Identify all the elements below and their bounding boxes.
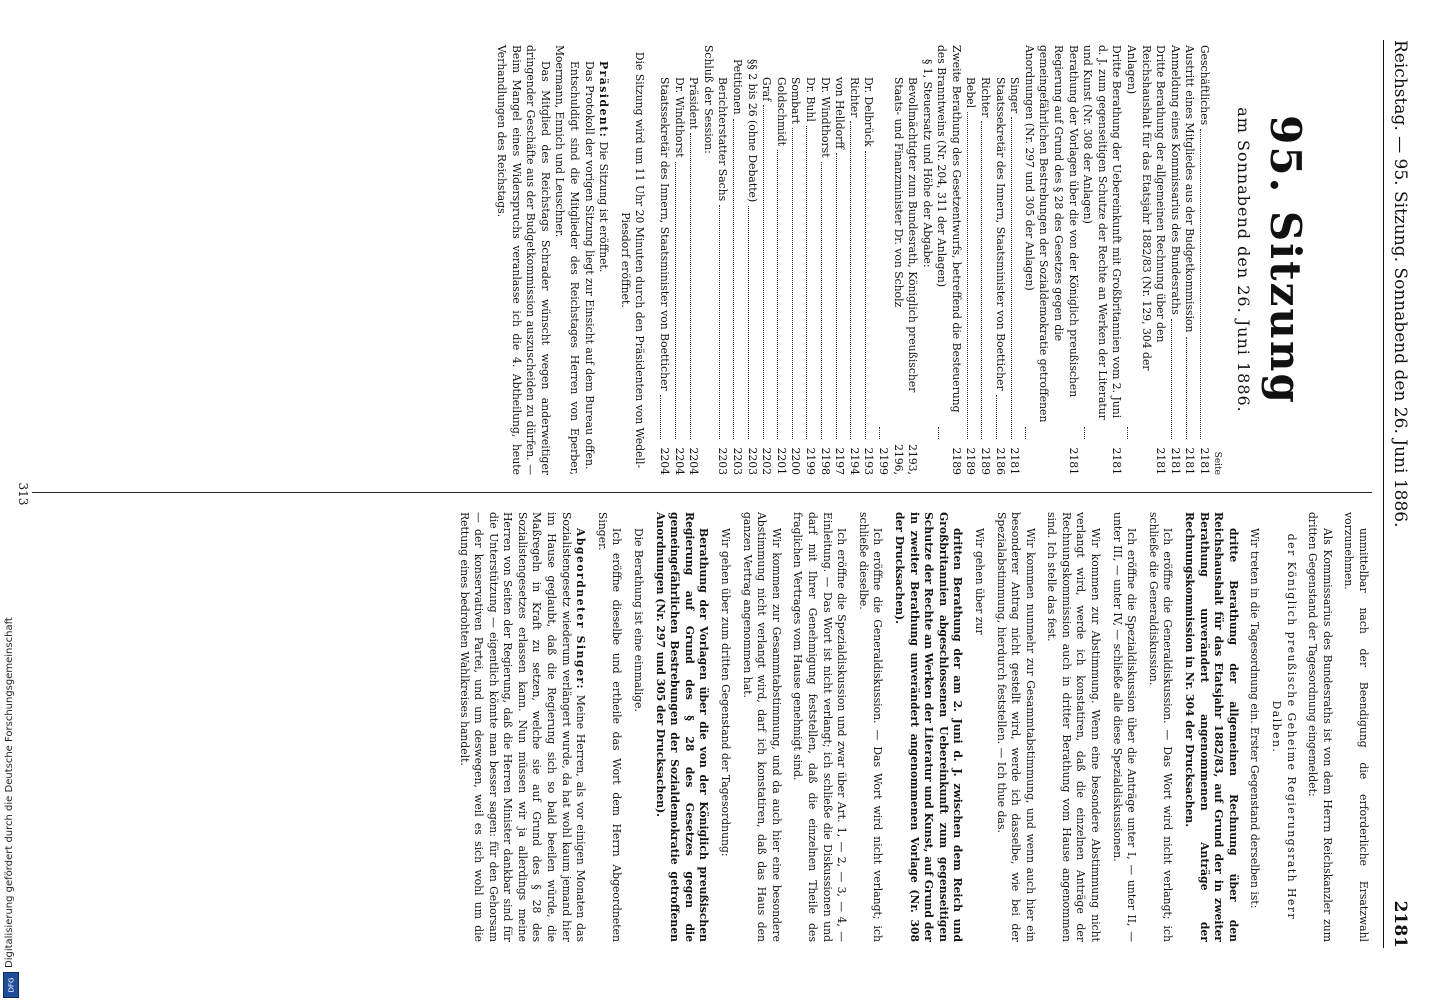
toc-leader [1084, 427, 1086, 439]
toc-entry-page: 2181 [1183, 447, 1197, 475]
running-head [1386, 40, 1414, 948]
paragraph-text: Die Sitzung ist eröffnet. [597, 141, 611, 273]
toc-entry-text: Dritte Berathung der Uebereinkunft mit Großbritannien vom 2. Juni d. J. zum gegenseitigen Schutze der Rechte an Werken der Literatur und Kunst (Nr. 308 der Anlagen) [1081, 45, 1124, 420]
dfg-logo-icon [3, 972, 19, 998]
body-paragraph: Wir gehen über zum dritten Gegenstand der Tagesordnung: [719, 528, 733, 857]
toc-leader [1127, 427, 1129, 439]
toc-entry [744, 45, 759, 475]
toc-entry-page: 2181 [1008, 447, 1022, 475]
toc-entry [919, 45, 934, 475]
toc-leader [806, 126, 808, 439]
toc-entry [773, 45, 788, 475]
toc-entry [1182, 45, 1197, 475]
toc-entry-text: Dr. Windthorst [672, 77, 686, 158]
toc-leader [967, 112, 969, 439]
toc-entry-text: Bevollmächtigter zum Bundesrath, Königlich preußischer Staats- und Finanzminister Dr. von Scholz [891, 77, 920, 393]
announcement-line: der Königlich preußische Geheime Regierungsrath Herr Dalben. [1270, 533, 1298, 921]
body-paragraph: Ich eröffne die Generaldiskussion. — Das Wort wird nicht verlangt; ich schließe dieselbe. [856, 512, 885, 942]
toc-entry [846, 45, 861, 475]
toc-leader [675, 162, 677, 439]
agenda-item [891, 512, 964, 942]
toc-entry-page: 2181 [1110, 447, 1124, 475]
toc-entry-page: 2194 [847, 447, 861, 475]
toc-leader [850, 121, 852, 439]
toc-entry-page: 2181 [1154, 447, 1168, 475]
body-paragraph: Wir gehen über zur [972, 528, 986, 635]
column-divider [32, 492, 1372, 493]
toc-leader [821, 162, 823, 439]
toc-entry-page: 2189 [949, 447, 963, 475]
toc-entry-text: Dritte Berathung der allgemeinen Rechnung über den Reichshaushalt für das Etatsjahr 1882/83 (Nr. 129, 304 der Anlagen) [1125, 45, 1168, 371]
body-paragraph: Wir kommen nunmehr zur Gesammtabstimmung, und wenn auch hier ein besonderer Antrag nicht gestellt wird, werde ich dasselbe, wie bei der Spezialabstimmung, hierdurch feststellen. — Ich thue das. [994, 512, 1037, 942]
toc-entry-text: Richter [847, 77, 861, 118]
left-column [494, 45, 1371, 475]
toc-entry-page: 2198 [818, 447, 832, 475]
toc-entry-page: 2204 [658, 447, 672, 475]
agenda-item [652, 512, 710, 942]
toc-entry-page: 2181 [1066, 447, 1080, 475]
toc-entry-text: Staatssekretär des Innern, Staatsminister von Boetticher [993, 77, 1007, 391]
session-title: 95. Sitzung [1261, 115, 1310, 405]
body-paragraph: Ich eröffne die Spezialdiskussion und zwar über Art. 1, — 2, — 3, — 4, — Einleitung. — Das Wort ist nicht verlangt; ich schließe die Diskussionen und darf mit Ihrer Genehmigung feststellen, daß die einzelnen Theile des fraglichen Vertrages vom Hause genehmigt sind. [791, 512, 849, 942]
header-rule [1383, 40, 1384, 948]
footer-signature: 313 [16, 482, 30, 506]
page-number: 2181 [1390, 900, 1410, 948]
toc-entry-page: 2193, 2196, 2199 [876, 444, 920, 475]
toc-entry-page: 2200 [789, 447, 803, 475]
body-paragraph [494, 45, 552, 475]
toc-entry [656, 45, 671, 475]
toc-entry-page: 2203 [716, 447, 730, 475]
toc-entry-text: Bebel [964, 77, 978, 109]
toc-leader [660, 395, 662, 439]
opening-statement [617, 45, 646, 475]
toc-entry-page: 2186 [993, 447, 1007, 475]
toc-entry [759, 45, 774, 475]
toc-leader [1186, 337, 1188, 440]
paragraph-text: Meine Herren, als vor einigen Monaten das Sozialistengesetz wiederum verlängert wurde, da hat wohl kaum jemand hier im Hause geglaubt, daß die Regierung sich so bald beeilen würde, die Maßregeln in Kraft zu setzen, welche sie auf Grund des § 28 des Sozialistengesetzes erlassen kann. Nun müssen wir ja allerdings meine Herren von Seiten der Regierung, daß die Herren Minister dankbar sind für die Unterstützung — eigentlich könnte man besser sagen: für den Gehorsam — der konservativen Partei, und um deswegen, weil es sich wohl um die Rettung eines bedrohten Wahlkreises handelt. [457, 512, 588, 943]
toc-entry [1080, 45, 1124, 475]
paragraph-text: Das Mitglied des Reichstags Schrader wünscht wegen anderweitiger dringender Geschäfte aus der Budgetkommission auszuscheiden zu dürfen. — Beim Mangel eines Widerspruchs veranlasse ich die 4. Abtheilung, heute Verhandlungen des Reichstags. [495, 45, 552, 475]
body-paragraph: unmittelbar nach der Beendigung die erforderliche Ersatzwahl vorzunehmen. [1342, 512, 1370, 942]
toc-entry-page: 2189 [964, 447, 978, 475]
speaker-name: Abgeordneter Singer: [574, 528, 588, 691]
body-paragraph: Wir treten in die Tagesordnung ein. Erster Gegenstand derselben ist: [1248, 528, 1262, 909]
toc-entry-text: Präsident [687, 77, 701, 130]
toc-entry-text: § 1, Steuersatz und Höhe der Abgabe: [920, 59, 934, 268]
body-paragraph: Ich eröffne die Generaldiskussion. — Das Wort wird nicht verlangt; ich schließe die Generaldiskussion. [1146, 512, 1175, 942]
toc-entry-text: Zweite Berathung des Gesetzentwurfs, betreffend die Besteuerung des Branntweins (Nr. 204, 311 der Anlagen) [935, 45, 963, 413]
toc-entry [715, 45, 730, 475]
toc-entry-text: Schluß der Session: [701, 45, 715, 154]
toc-leader [763, 105, 765, 439]
toc-entry-page: 2181 [1168, 447, 1182, 475]
speaker-name: Präsident: [597, 61, 611, 139]
toc-entry [802, 45, 817, 475]
toc-leader [733, 119, 735, 439]
toc-entry-page: 2181 [1198, 447, 1211, 475]
speech-paragraph [456, 512, 587, 942]
agenda-item [1181, 512, 1239, 942]
toc-entry-text: Goldschmidt [774, 77, 788, 146]
toc-leader [996, 395, 998, 439]
left-body-text [494, 45, 611, 475]
toc-entry [1196, 45, 1211, 475]
toc-entry-text: §§ 2 bis 26 (ohne Debatte) [745, 59, 759, 203]
toc-entry-text: Austritt eines Mitgliedes aus der Budgetkommission [1183, 45, 1197, 333]
toc-entry-text: Berichterstatter Sachs [716, 77, 730, 202]
right-column [449, 512, 1370, 942]
toc-entry [978, 45, 993, 475]
toc-entry [686, 45, 701, 475]
toc-entry [1123, 45, 1167, 475]
toc-entry [788, 45, 803, 475]
toc-leader [879, 427, 881, 439]
toc-entry-page: 2203 [745, 447, 759, 475]
toc-entry [817, 45, 832, 475]
table-of-contents [656, 45, 1211, 475]
toc-entry-text: Berathung der Vorlagen über die von der Königlich preußischen Regierung auf Grund des § 28 des Gesetzes gegen die gemeingefährlichen Bestrebungen der Sozialdemokratie getroffenen Anordnungen (Nr. 297 und 305 der Anlagen) [1022, 45, 1080, 423]
session-date: am Sonnabend den 26. Juni 1886. [1234, 107, 1253, 413]
toc-entry-page: 2193 [862, 447, 876, 475]
toc-entry-text: Staatssekretär des Innern, Staatsminister von Boetticher [658, 77, 672, 391]
body-paragraph: Als Kommissarius des Bundesraths ist von dem Herrn Reichskanzler zum dritten Gegenstand der Tagesordnung eingemeldet: [1306, 512, 1334, 942]
toc-entry-text: Petitionen [731, 59, 744, 115]
toc-entry-text: Geschäftliches [1198, 45, 1211, 126]
toc-leader [836, 153, 838, 439]
body-paragraph: Wir kommen zur Gesammtabstimmung, und da auch hier eine besondere Abstimmung nicht verlangt wird, darf ich konstatiren, daß das Haus den ganzen Vertrag angenommen hat. [740, 512, 783, 942]
toc-leader [1171, 319, 1173, 439]
body-paragraph [581, 45, 596, 475]
running-title: Reichstag. — 95. Sitzung. Sonnabend den 26. Juni 1886. [1390, 40, 1410, 528]
logo-label: DFG [7, 977, 15, 993]
toc-entry [861, 45, 876, 475]
toc-entry-page: 2197 [833, 447, 847, 475]
toc-entry [1167, 45, 1182, 475]
toc-entry-text: Anmeldung eines Kommissarius des Bundesraths [1168, 45, 1182, 315]
toc-entry-text: Singer [1008, 77, 1022, 114]
toc-page-label: Seite [1212, 451, 1222, 475]
body-paragraph: Wir kommen zur Abstimmung. Wenn eine besondere Abstimmung nicht verlangt wird, werde ich konstatiren, daß die einzelnen Anträge der Rechnungskommission auch in dritter Berathung vom Hause angenommen sind. Ich stelle das fest. [1045, 512, 1103, 942]
toc-entry [700, 45, 715, 475]
toc-entry [832, 45, 847, 475]
toc-entry-page: 2204 [687, 447, 701, 475]
toc-entry [934, 45, 963, 475]
toc-leader [777, 150, 779, 439]
toc-entry [875, 45, 919, 475]
toc-entry-text: Dr. Delbrück [862, 77, 876, 147]
toc-entry-page: 2202 [760, 447, 774, 475]
paragraph-text: Entschuldigt sind die Mitglieder des Reichstages Herren von Eperber, Moermann, Ennich und Leuschner. [553, 45, 582, 475]
toc-entry-text: Dr. Buhl [803, 77, 817, 122]
toc-entry-page: 2189 [979, 447, 993, 475]
toc-leader [792, 128, 794, 439]
body-paragraph: Die Berathung ist eine einmalige. [632, 528, 646, 712]
toc-leader [1011, 117, 1013, 439]
toc-entry [1007, 45, 1022, 475]
agenda-item-text: dritte Berathung der allgemeinen Rechnung über den Reichshaushalt für das Etatsjahr 1882/83, auf Grund der in zweiter Berathung unverändert angenommenen Anträge der Rechnungskommission in Nr. 304 der Drucksachen. [1183, 512, 1240, 942]
toc-leader [690, 133, 692, 439]
opening-line: Die Sitzung wird um 11 Uhr 20 Minuten durch den Präsidenten von Wedell-Piesdorf eröffnet. [618, 51, 647, 469]
scan-credit: Digitalisierung gefördert durch die Deutsche Forschungsgemeinschaft [4, 617, 15, 968]
paragraph-text: Das Protokoll der vorigen Sitzung liegt zur Einsicht auf dem Bureau offen. [582, 61, 596, 470]
toc-leader [865, 151, 867, 439]
agenda-item-text: dritten Berathung der am 2. Juni d. J. zwischen dem Reich und Großbritannien abgeschlossenen Uebereinkunft zum gegenseitigen Schutze der Rechte an Werken der Literatur und Kunst, auf Grund der in zweiter Berathung unverändert angenommenen Vorlage (Nr. 308 der Drucksachen). [892, 512, 965, 942]
body-paragraph [552, 45, 581, 475]
toc-leader [1200, 129, 1202, 439]
toc-entry [992, 45, 1007, 475]
toc-entry-text: Graf [760, 77, 774, 102]
agenda-item-text: Berathung der Vorlagen über die von der Königlich preußischen Regierung auf Grund des § 28 des Gesetzes gegen die gemeingefährlichen Bestrebungen der Sozialdemokratie getroffenen Anordnungen (Nr. 297 und 305 der Drucksachen). [653, 512, 711, 942]
toc-entry [1021, 45, 1079, 475]
toc-leader [748, 206, 750, 439]
body-paragraph [596, 45, 611, 475]
toc-entry-page: 2203 [731, 447, 744, 475]
toc-entry-page: 2204 [672, 447, 686, 475]
toc-entry-text: Dr. Windthorst [818, 77, 832, 158]
toc-entry [963, 45, 978, 475]
toc-entry-text: Sombart [789, 77, 803, 124]
body-paragraph: Ich eröffne dieselbe und ertheile das Wort dem Herrn Abgeordneten Singer. [595, 512, 624, 942]
toc-leader [719, 205, 721, 439]
toc-leader [982, 121, 984, 439]
toc-leader [938, 427, 940, 439]
toc-entry-text: Richter [979, 77, 993, 118]
body-paragraph: Ich eröffne die Spezialdiskussion über die Anträge unter I, — unter II, — unter III, — unter IV, — schließe alle diese Spezialdiskussionen. [1110, 512, 1139, 942]
toc-entry-text: von Helldorff [833, 77, 847, 149]
toc-entry-page: 2199 [803, 447, 817, 475]
toc-entry [729, 45, 744, 475]
toc-entry [671, 45, 686, 475]
toc-leader [1025, 427, 1027, 439]
toc-entry-page: 2201 [774, 447, 788, 475]
